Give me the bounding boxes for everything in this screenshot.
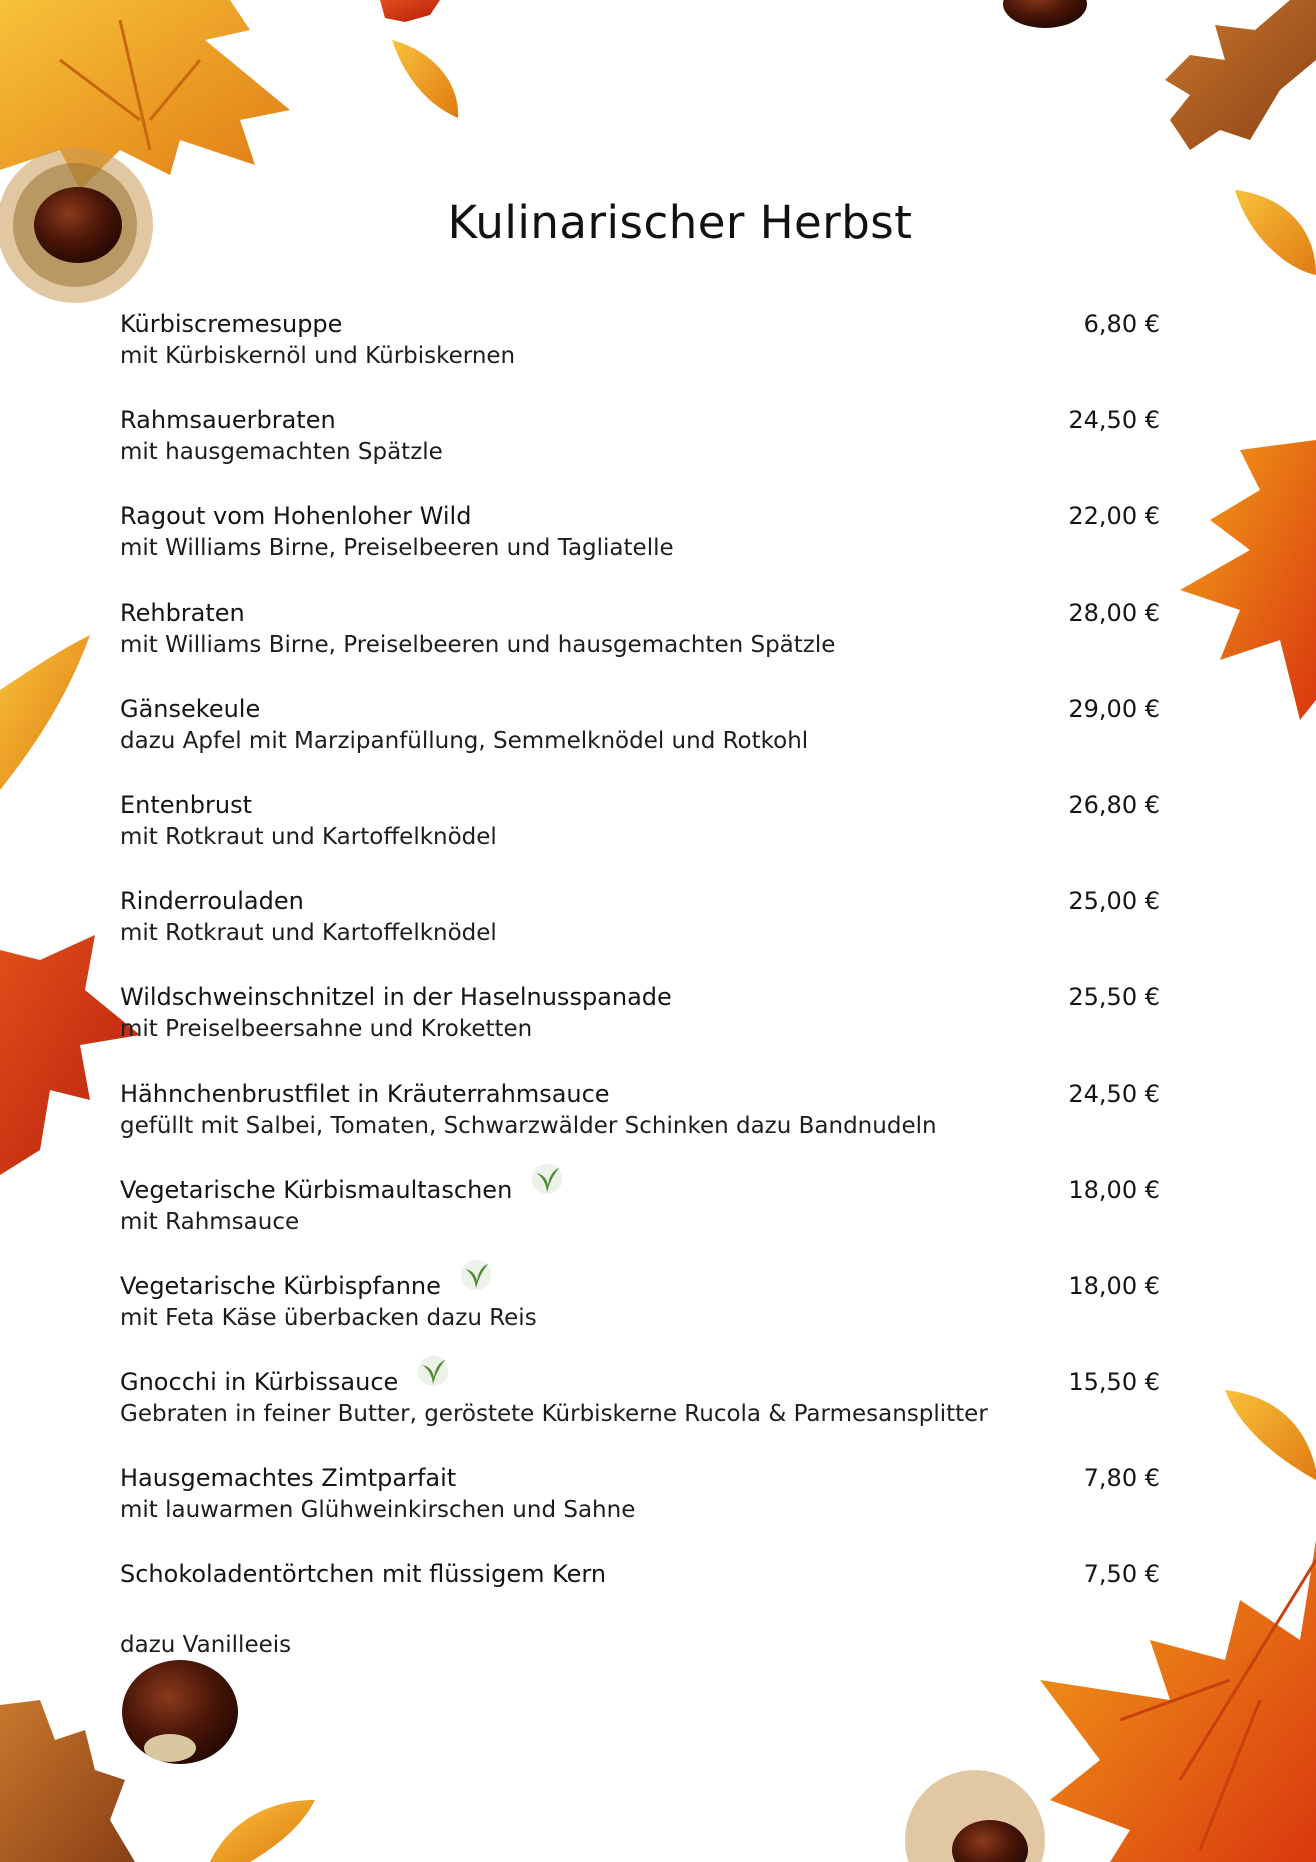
dish-name (120, 406, 336, 434)
maple-leaf-icon (0, 935, 140, 1175)
dish-name (120, 1464, 456, 1492)
dish-name (120, 695, 260, 723)
dish-name (120, 502, 471, 530)
menu-item (120, 1176, 1160, 1272)
menu-item (120, 502, 1160, 598)
dish-name (120, 983, 672, 1011)
dish-name-text: Ragout vom Hohenloher Wild (120, 502, 472, 531)
dish-price: 6,80 € (1083, 310, 1160, 338)
oak-leaf-icon (0, 1700, 135, 1862)
dish-description: mit hausgemachten Spätzle (120, 439, 443, 466)
menu-item (120, 599, 1160, 695)
chestnut-icon (1003, 0, 1087, 28)
dish-name-text: Rinderrouladen (120, 887, 304, 916)
dish-price: 29,00 € (1068, 694, 1160, 723)
dish-description: dazu Apfel mit Marzipanfüllung, Semmelknödel und Rotkohl (120, 727, 809, 754)
vegetarian-leaf-icon (457, 1256, 495, 1294)
dish-description: mit Williams Birne, Preiselbeeren und hausgemachten Spätzle (120, 631, 836, 658)
dish-price: 26,80 € (1068, 790, 1160, 819)
maple-leaf-icon (1180, 440, 1316, 720)
dish-price: 25,50 € (1068, 983, 1160, 1012)
menu-title: Kulinarischer Herbst (447, 196, 913, 249)
dish-name-text: Rehbraten (120, 598, 245, 627)
dish-price: 28,00 € (1068, 598, 1160, 627)
dish-name-text: Gänsekeule (120, 694, 261, 723)
dish-name (120, 310, 342, 338)
chestnut-burr-icon (905, 1770, 1045, 1862)
dish-name-text: Entenbrust (120, 790, 252, 819)
dish-name (120, 1080, 610, 1108)
menu-item (120, 887, 1160, 983)
menu-item (120, 1272, 1160, 1368)
dish-description: mit Feta Käse überbacken dazu Reis (120, 1304, 537, 1331)
oak-leaf-icon (1165, 0, 1316, 150)
menu-item (120, 791, 1160, 887)
dish-price: 18,00 € (1068, 1271, 1160, 1300)
dish-price: 22,00 € (1068, 502, 1160, 531)
vegetarian-leaf-icon (528, 1160, 566, 1198)
dish-description: gefüllt mit Salbei, Tomaten, Schwarzwälder Schinken dazu Bandnudeln (120, 1112, 937, 1139)
dish-description: Gebraten in feiner Butter, geröstete Kürbiskerne Rucola & Parmesansplitter (120, 1401, 988, 1428)
chestnut-icon (122, 1660, 238, 1764)
dish-name-text: Schokoladentörtchen mit flüssigem Kern (120, 1560, 607, 1589)
leaf-icon (380, 0, 440, 22)
dish-name (120, 1272, 495, 1300)
dish-name (120, 1368, 452, 1396)
dish-name-text: Hähnchenbrustfilet in Kräuterrahmsauce (120, 1079, 610, 1108)
dish-description: mit Preiselbeersahne und Kroketten (120, 1016, 533, 1043)
dish-name (120, 599, 245, 627)
menu-item (120, 983, 1160, 1079)
dish-description: mit Rotkraut und Kartoffelknödel (120, 920, 497, 947)
dish-name-text: Kürbiscremesuppe (120, 310, 343, 338)
menu-item (120, 695, 1160, 791)
dish-price: 24,50 € (1068, 1079, 1160, 1108)
menu-item (120, 310, 1160, 406)
dish-description: mit Rotkraut und Kartoffelknödel (120, 823, 497, 850)
dish-description: dazu Vanilleeis (120, 1632, 292, 1659)
menu-item (120, 1368, 1160, 1464)
dish-name-text: Hausgemachtes Zimtparfait (120, 1464, 457, 1493)
dish-name-text: Vegetarische Kürbismaultaschen (120, 1175, 513, 1204)
dish-name-text: Rahmsauerbraten (120, 406, 336, 435)
dish-description: mit Rahmsauce (120, 1208, 300, 1235)
dish-name (120, 1176, 566, 1204)
menu-item (120, 406, 1160, 502)
dish-description: mit Kürbiskernöl und Kürbiskernen (120, 343, 516, 369)
dish-name (120, 887, 304, 915)
dish-name-text: Vegetarische Kürbispfanne (120, 1271, 441, 1300)
dish-price: 18,00 € (1068, 1175, 1160, 1204)
menu-list (120, 310, 1160, 1657)
dish-name (120, 1560, 606, 1588)
dish-name-text: Wildschweinschnitzel in der Haselnusspanade (120, 983, 672, 1012)
dish-price: 7,80 € (1083, 1464, 1160, 1493)
dish-price: 15,50 € (1068, 1368, 1160, 1397)
menu-item (120, 1560, 1160, 1659)
vegetarian-leaf-icon (414, 1352, 452, 1390)
dish-description: mit lauwarmen Glühweinkirschen und Sahne (120, 1497, 636, 1524)
dish-price: 25,00 € (1068, 887, 1160, 916)
leaf-icon (0, 635, 90, 790)
dish-description: mit Williams Birne, Preiselbeeren und Tagliatelle (120, 535, 674, 562)
leaf-icon (1225, 1390, 1316, 1480)
menu-item (120, 1464, 1160, 1560)
leaf-icon (210, 1800, 315, 1862)
dish-price: 24,50 € (1068, 406, 1160, 435)
dish-name (120, 791, 252, 819)
menu-item (120, 1080, 1160, 1176)
dish-name-text: Gnocchi in Kürbissauce (120, 1368, 399, 1397)
dish-price: 7,50 € (1083, 1560, 1160, 1589)
leaf-icon (392, 40, 458, 118)
